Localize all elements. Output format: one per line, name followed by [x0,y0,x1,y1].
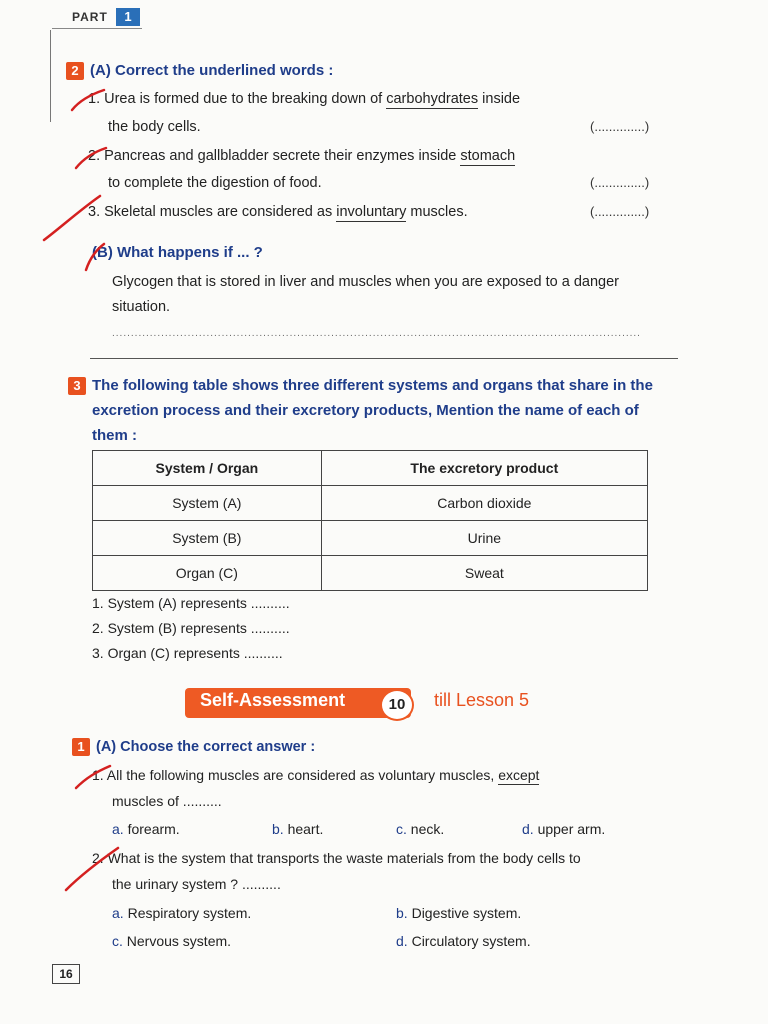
q3-badge: 3 [68,377,86,395]
sa-q1-question-2: 2. What is the system that transports the waste materials from the body cells to [92,850,581,866]
sa-q1-title: (A) Choose the correct answer : [96,739,316,755]
table-header: The excretory product [321,451,647,486]
page-number: 16 [52,964,80,984]
q2-item-3-text-end: muscles. [406,204,468,220]
q2-item-1-text: 1. Urea is formed due to the breaking down of [88,91,387,107]
q2-item-3-blank[interactable]: (..............) [590,204,650,219]
option-letter: b. [272,821,284,837]
table-cell: Organ (C) [93,556,322,591]
option-text: Respiratory system. [123,905,252,921]
q2-b-text-line1: Glycogen that is stored in liver and muscles when you are exposed to a danger [112,274,619,290]
option-text: Digestive system. [407,905,522,921]
q2-item-2-line2: to complete the digestion of food. [108,175,322,191]
option-letter: d. [396,933,408,949]
option-text: forearm. [123,821,180,837]
self-assessment-number: 10 [380,689,414,721]
q2-item-1-underlined: carbohydrates [386,91,479,107]
q2-badge: 2 [66,62,84,80]
q2-a-title: (A) Correct the underlined words : [90,62,334,79]
q3-answer-1[interactable]: 1. System (A) represents .......... [92,595,290,611]
q2-item-2-text: 2. Pancreas and gallbladder secrete their enzymes inside [88,148,461,164]
option-text: Circulatory system. [407,933,531,949]
table-cell: Urine [321,521,647,556]
sa-q1-question-1-text: 1. All the following muscles are considered as voluntary muscles, [92,767,499,783]
q3-answer-2[interactable]: 2. System (B) represents .......... [92,620,290,636]
q2-item-3-text: 3. Skeletal muscles are considered as [88,204,337,220]
option-letter: c. [112,933,123,949]
q2-b-title: (B) What happens if ... ? [92,244,263,261]
pen-mark [76,148,106,168]
table-cell: System (A) [93,486,322,521]
sa-q1-question-2-line2: the urinary system ? .......... [112,876,281,892]
self-assessment-label: Self-Assessment [200,690,346,710]
option-letter: c. [396,821,407,837]
option-letter: a. [112,905,124,921]
q3-title-line3: them : [92,427,137,444]
q3-answer-3[interactable]: 3. Organ (C) represents .......... [92,645,283,661]
pen-mark [72,90,104,110]
pen-mark [86,244,104,270]
option-letter: b. [396,905,408,921]
option-text: heart. [283,821,324,837]
table-header: System / Organ [93,451,322,486]
q3-title-line2: excretion process and their excretory products, Mention the name of each of [92,402,639,419]
q2-b-text-line2: situation. [112,299,171,315]
table-cell: Carbon dioxide [321,486,647,521]
sa-q1-question-1-underlined: except [498,767,540,783]
table-cell: System (B) [93,521,322,556]
q2-item-1-line2: the body cells. [108,119,201,135]
sa-q1-question-1-line2: muscles of .......... [112,793,222,809]
self-assessment-till: till Lesson 5 [434,690,530,710]
table-cell: Sweat [321,556,647,591]
option-letter: a. [112,821,124,837]
option-text: Nervous system. [122,933,232,949]
part-label: PART [72,10,108,24]
q3-title-line1: The following table shows three different systems and organs that share in the [92,377,653,394]
option-text: upper arm. [533,821,606,837]
option-letter: d. [522,821,534,837]
pen-mark [76,766,110,788]
pen-mark [44,196,100,240]
q2-item-2-underlined: stomach [460,148,516,164]
part-number-badge: 1 [116,8,140,26]
option-text: neck. [406,821,445,837]
pen-mark [66,848,118,890]
q2-item-1-text-end: inside [478,91,521,107]
q2-item-3-underlined: involuntary [336,204,407,220]
q2-item-2-blank[interactable]: (..............) [590,175,650,190]
q2-b-answer-line[interactable]: ............................................................................................................................................ [112,328,641,339]
q2-item-1-blank[interactable]: (..............) [590,119,650,134]
sa-q1-badge: 1 [72,738,90,756]
